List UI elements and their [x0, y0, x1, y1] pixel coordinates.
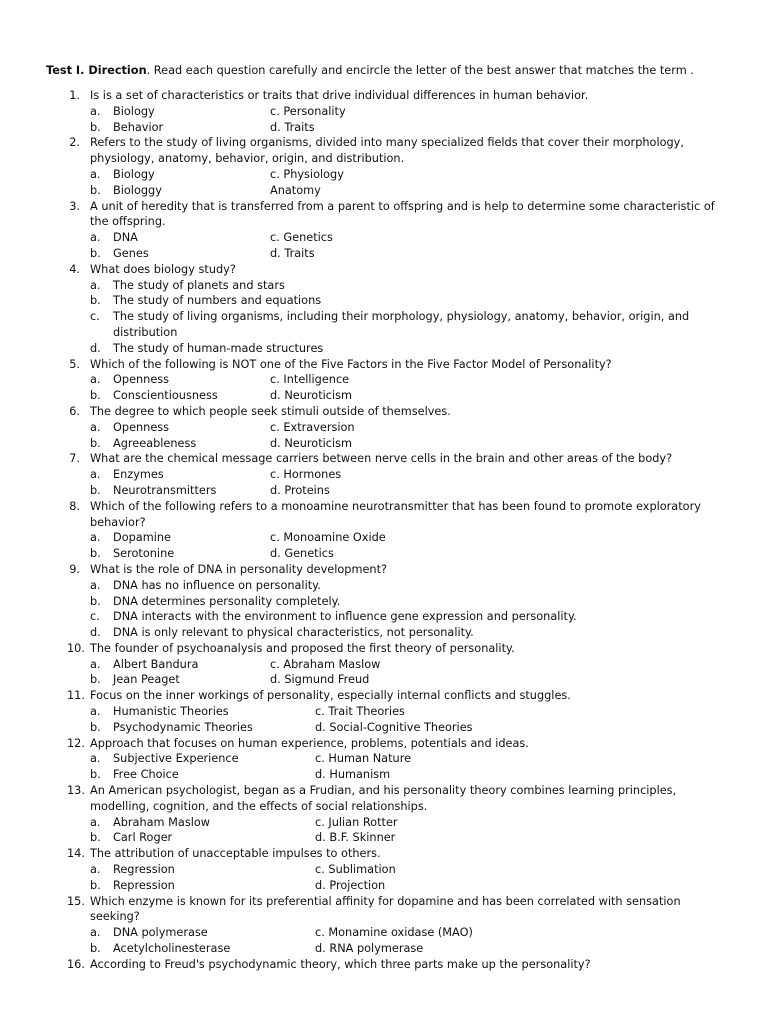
question-13	[0, 783, 768, 846]
question-number: 13.	[67, 784, 85, 798]
question-11	[0, 688, 768, 735]
question-number: 5.	[69, 357, 80, 371]
option-row	[0, 720, 768, 736]
option-c[interactable]: c. Hormones	[270, 468, 342, 482]
option-letter: b.	[90, 942, 101, 956]
option-letter: a.	[90, 104, 101, 118]
option-letter: b.	[90, 294, 101, 308]
option-a[interactable]: DNA polymerase	[113, 926, 208, 940]
option-row	[0, 546, 768, 562]
option-d[interactable]: d. Projection	[315, 878, 386, 892]
question-text: The degree to which people seek stimuli outside of themselves.	[90, 404, 451, 418]
option-row	[0, 278, 768, 294]
option-row	[0, 751, 768, 767]
option-letter: b.	[90, 768, 101, 782]
question-number: 2.	[69, 136, 80, 150]
question-9	[0, 562, 768, 641]
question-text: What are the chemical message carriers between nerve cells in the brain and other areas of the body?	[90, 452, 673, 466]
option-c[interactable]: c. Intelligence	[270, 373, 350, 387]
option-a[interactable]: Openness	[113, 420, 170, 434]
option-letter: a.	[90, 752, 101, 766]
option-a[interactable]: Dopamine	[113, 531, 171, 545]
option-letter: b.	[90, 183, 101, 197]
option-a[interactable]: Subjective Experience	[113, 752, 239, 766]
option-row	[0, 594, 768, 610]
test-direction	[46, 63, 694, 79]
question-4	[0, 262, 768, 357]
option-d[interactable]: d. Humanism	[315, 768, 391, 782]
option-b[interactable]: Agreeableness	[113, 436, 197, 450]
option-c[interactable]: c. Sublimation	[315, 863, 396, 877]
question-number: 4.	[69, 262, 80, 276]
question-number: 16.	[67, 957, 85, 971]
option-a[interactable]: DNA has no influence on personality.	[113, 578, 321, 592]
question-14	[0, 846, 768, 893]
question-16	[0, 957, 768, 973]
option-d[interactable]: d. Sigmund Freud	[270, 673, 370, 687]
option-d[interactable]: d. Neuroticism	[270, 436, 353, 450]
question-number: 14.	[67, 847, 85, 861]
option-row	[0, 609, 768, 625]
question-list	[0, 88, 768, 973]
question-10	[0, 641, 768, 688]
option-b[interactable]: Jean Peaget	[113, 673, 180, 687]
question-text: What is the role of DNA in personality development?	[90, 562, 387, 576]
question-number: 7.	[69, 452, 80, 466]
option-a[interactable]: Openness	[113, 373, 170, 387]
option-a[interactable]: Biology	[113, 167, 155, 181]
option-letter: b.	[90, 673, 101, 687]
option-letter: c.	[90, 610, 100, 624]
option-d[interactable]: d. Genetics	[270, 547, 334, 561]
option-row	[0, 815, 768, 831]
question-text: The founder of psychoanalysis and proposed the first theory of personality.	[90, 641, 515, 655]
option-letter: d.	[90, 626, 101, 640]
question-text: An American psychologist, began as a Frudian, and his personality theory combines learning principles, modelling, cognition, and the effects of social relationships.	[90, 784, 677, 813]
question-8	[0, 499, 768, 562]
option-row	[0, 293, 768, 309]
question-number: 3.	[69, 199, 80, 213]
question-text: The attribution of unacceptable impulses to others.	[90, 847, 381, 861]
option-letter: b.	[90, 483, 101, 497]
option-d[interactable]: d. Traits	[270, 246, 315, 260]
option-row	[0, 467, 768, 483]
option-row	[0, 183, 768, 199]
option-c[interactable]: c. Monoamine Oxide	[270, 531, 386, 545]
option-letter: b.	[90, 246, 101, 260]
option-letter: a.	[90, 167, 101, 181]
option-row	[0, 941, 768, 957]
option-letter: a.	[90, 705, 101, 719]
option-d[interactable]: d. B.F. Skinner	[315, 831, 396, 845]
option-letter: c.	[90, 310, 100, 324]
option-b[interactable]: The study of numbers and equations	[113, 294, 322, 308]
question-text: Which enzyme is known for its preferential affinity for dopamine and has been correlated with sensation seeking?	[90, 894, 681, 924]
option-c[interactable]: The study of living organisms, including their morphology, physiology, anatomy, behavior, origin, and distribution	[113, 310, 690, 339]
option-b[interactable]: Free Choice	[113, 768, 179, 782]
option-row	[0, 341, 768, 357]
option-b[interactable]: Serotonine	[113, 547, 175, 561]
option-row	[0, 862, 768, 878]
question-1	[0, 88, 768, 135]
question-text: Approach that focuses on human experience, problems, potentials and ideas.	[90, 736, 529, 750]
option-row	[0, 657, 768, 673]
option-b[interactable]: Biologgy	[113, 183, 162, 197]
option-letter: d.	[90, 341, 101, 355]
question-12	[0, 736, 768, 783]
option-letter: b.	[90, 720, 101, 734]
option-row	[0, 704, 768, 720]
option-letter: a.	[90, 420, 101, 434]
option-letter: a.	[90, 278, 101, 292]
direction-label: Test I. Direction	[46, 64, 147, 77]
option-letter: b.	[90, 436, 101, 450]
option-letter: b.	[90, 878, 101, 892]
option-b[interactable]: DNA determines personality completely.	[113, 594, 341, 608]
option-letter: b.	[90, 594, 101, 608]
option-row	[0, 104, 768, 120]
option-row	[0, 420, 768, 436]
option-b[interactable]: Psychodynamic Theories	[113, 720, 253, 734]
option-d[interactable]: d. RNA polymerase	[315, 942, 424, 956]
option-b[interactable]: Conscientiousness	[113, 389, 218, 403]
option-c[interactable]: c. Julian Rotter	[315, 815, 398, 829]
option-b[interactable]: Acetylcholinesterase	[113, 942, 231, 956]
question-text: Which of the following refers to a monoamine neurotransmitter that has been found to promote exploratory behavior?	[90, 499, 701, 529]
option-d[interactable]: d. Social-Cognitive Theories	[315, 720, 473, 734]
option-letter: a.	[90, 578, 101, 592]
option-b[interactable]: Behavior	[113, 120, 164, 134]
option-letter: a.	[90, 468, 101, 482]
option-letter: a.	[90, 531, 101, 545]
question-5	[0, 357, 768, 404]
question-number: 9.	[69, 562, 80, 576]
question-2	[0, 135, 768, 198]
option-b[interactable]: Repression	[113, 878, 175, 892]
question-15	[0, 894, 768, 957]
option-row	[0, 436, 768, 452]
question-3	[0, 199, 768, 262]
option-row	[0, 372, 768, 388]
question-number: 11.	[67, 689, 85, 703]
option-c[interactable]: c. Monamine oxidase (MAO)	[315, 926, 473, 940]
option-c[interactable]: c. Extraversion	[270, 420, 355, 434]
direction-text: . Read each question carefully and encircle the letter of the best answer that matches the term .	[146, 64, 694, 77]
option-b[interactable]: Genes	[113, 246, 149, 260]
question-number: 12.	[67, 736, 85, 750]
option-d[interactable]: d. Traits	[270, 120, 315, 134]
question-number: 1.	[69, 89, 80, 102]
question-7	[0, 451, 768, 498]
option-c[interactable]: c. Physiology	[270, 167, 344, 181]
option-a[interactable]: Enzymes	[113, 468, 164, 482]
option-d[interactable]: d. Proteins	[270, 483, 330, 497]
option-letter: a.	[90, 373, 101, 387]
option-c[interactable]: c. Trait Theories	[315, 705, 405, 719]
option-letter: b.	[90, 389, 101, 403]
option-row	[0, 830, 768, 846]
question-6	[0, 404, 768, 451]
option-c[interactable]: DNA interacts with the environment to influence gene expression and personality.	[113, 610, 577, 624]
option-a[interactable]: Abraham Maslow	[113, 815, 210, 829]
option-letter: a.	[90, 231, 101, 245]
option-letter: a.	[90, 657, 101, 671]
option-letter: b.	[90, 547, 101, 561]
option-row	[0, 483, 768, 499]
option-c[interactable]: c. Human Nature	[315, 752, 412, 766]
option-row	[0, 625, 768, 641]
question-text: According to Freud's psychodynamic theory, which three parts make up the personality?	[90, 957, 591, 971]
option-row	[0, 530, 768, 546]
question-number: 15.	[67, 894, 85, 908]
question-text: A unit of heredity that is transferred from a parent to offspring and is help to determine some characteristic of the offspring.	[90, 199, 715, 229]
option-a[interactable]: Albert Bandura	[113, 657, 199, 671]
option-row	[0, 120, 768, 136]
option-letter: a.	[90, 815, 101, 829]
option-row	[0, 578, 768, 594]
question-text: Which of the following is NOT one of the Five Factors in the Five Factor Model of Personality?	[90, 357, 612, 371]
question-text: Refers to the study of living organisms, divided into many specialized fields that cover their morphology, physiology, anatomy, behavior, origin, and distribution.	[90, 136, 684, 166]
option-b[interactable]: Carl Roger	[113, 831, 173, 845]
option-row	[0, 246, 768, 262]
option-a[interactable]: Biology	[113, 104, 155, 118]
option-c[interactable]: c. Abraham Maslow	[270, 657, 381, 671]
option-letter: b.	[90, 120, 101, 134]
option-row	[0, 878, 768, 894]
option-row	[0, 309, 768, 341]
question-number: 8.	[69, 499, 80, 513]
question-number: 10.	[67, 641, 85, 655]
option-letter: b.	[90, 831, 101, 845]
option-row	[0, 167, 768, 183]
option-row	[0, 767, 768, 783]
question-text: What does biology study?	[90, 262, 236, 276]
option-c[interactable]: c. Genetics	[270, 231, 333, 245]
option-a[interactable]: Humanistic Theories	[113, 705, 229, 719]
option-a[interactable]: DNA	[113, 231, 138, 245]
question-text: Is is a set of characteristics or traits that drive individual differences in human behavior.	[90, 89, 589, 102]
option-d[interactable]: DNA is only relevant to physical characteristics, not personality.	[113, 626, 474, 640]
option-a[interactable]: Regression	[113, 863, 175, 877]
option-row	[0, 925, 768, 941]
option-letter: a.	[90, 863, 101, 877]
option-d[interactable]: d. Neuroticism	[270, 389, 353, 403]
question-text: Focus on the inner workings of personality, especially internal conflicts and stuggles.	[90, 689, 571, 703]
option-row	[0, 672, 768, 688]
option-letter: a.	[90, 926, 101, 940]
option-c[interactable]: c. Personality	[270, 104, 346, 118]
option-d[interactable]: The study of human-made structures	[113, 341, 324, 355]
option-a[interactable]: The study of planets and stars	[113, 278, 285, 292]
option-b[interactable]: Neurotransmitters	[113, 483, 217, 497]
option-d[interactable]: Anatomy	[270, 183, 321, 197]
question-number: 6.	[69, 404, 80, 418]
option-row	[0, 230, 768, 246]
option-row	[0, 388, 768, 404]
